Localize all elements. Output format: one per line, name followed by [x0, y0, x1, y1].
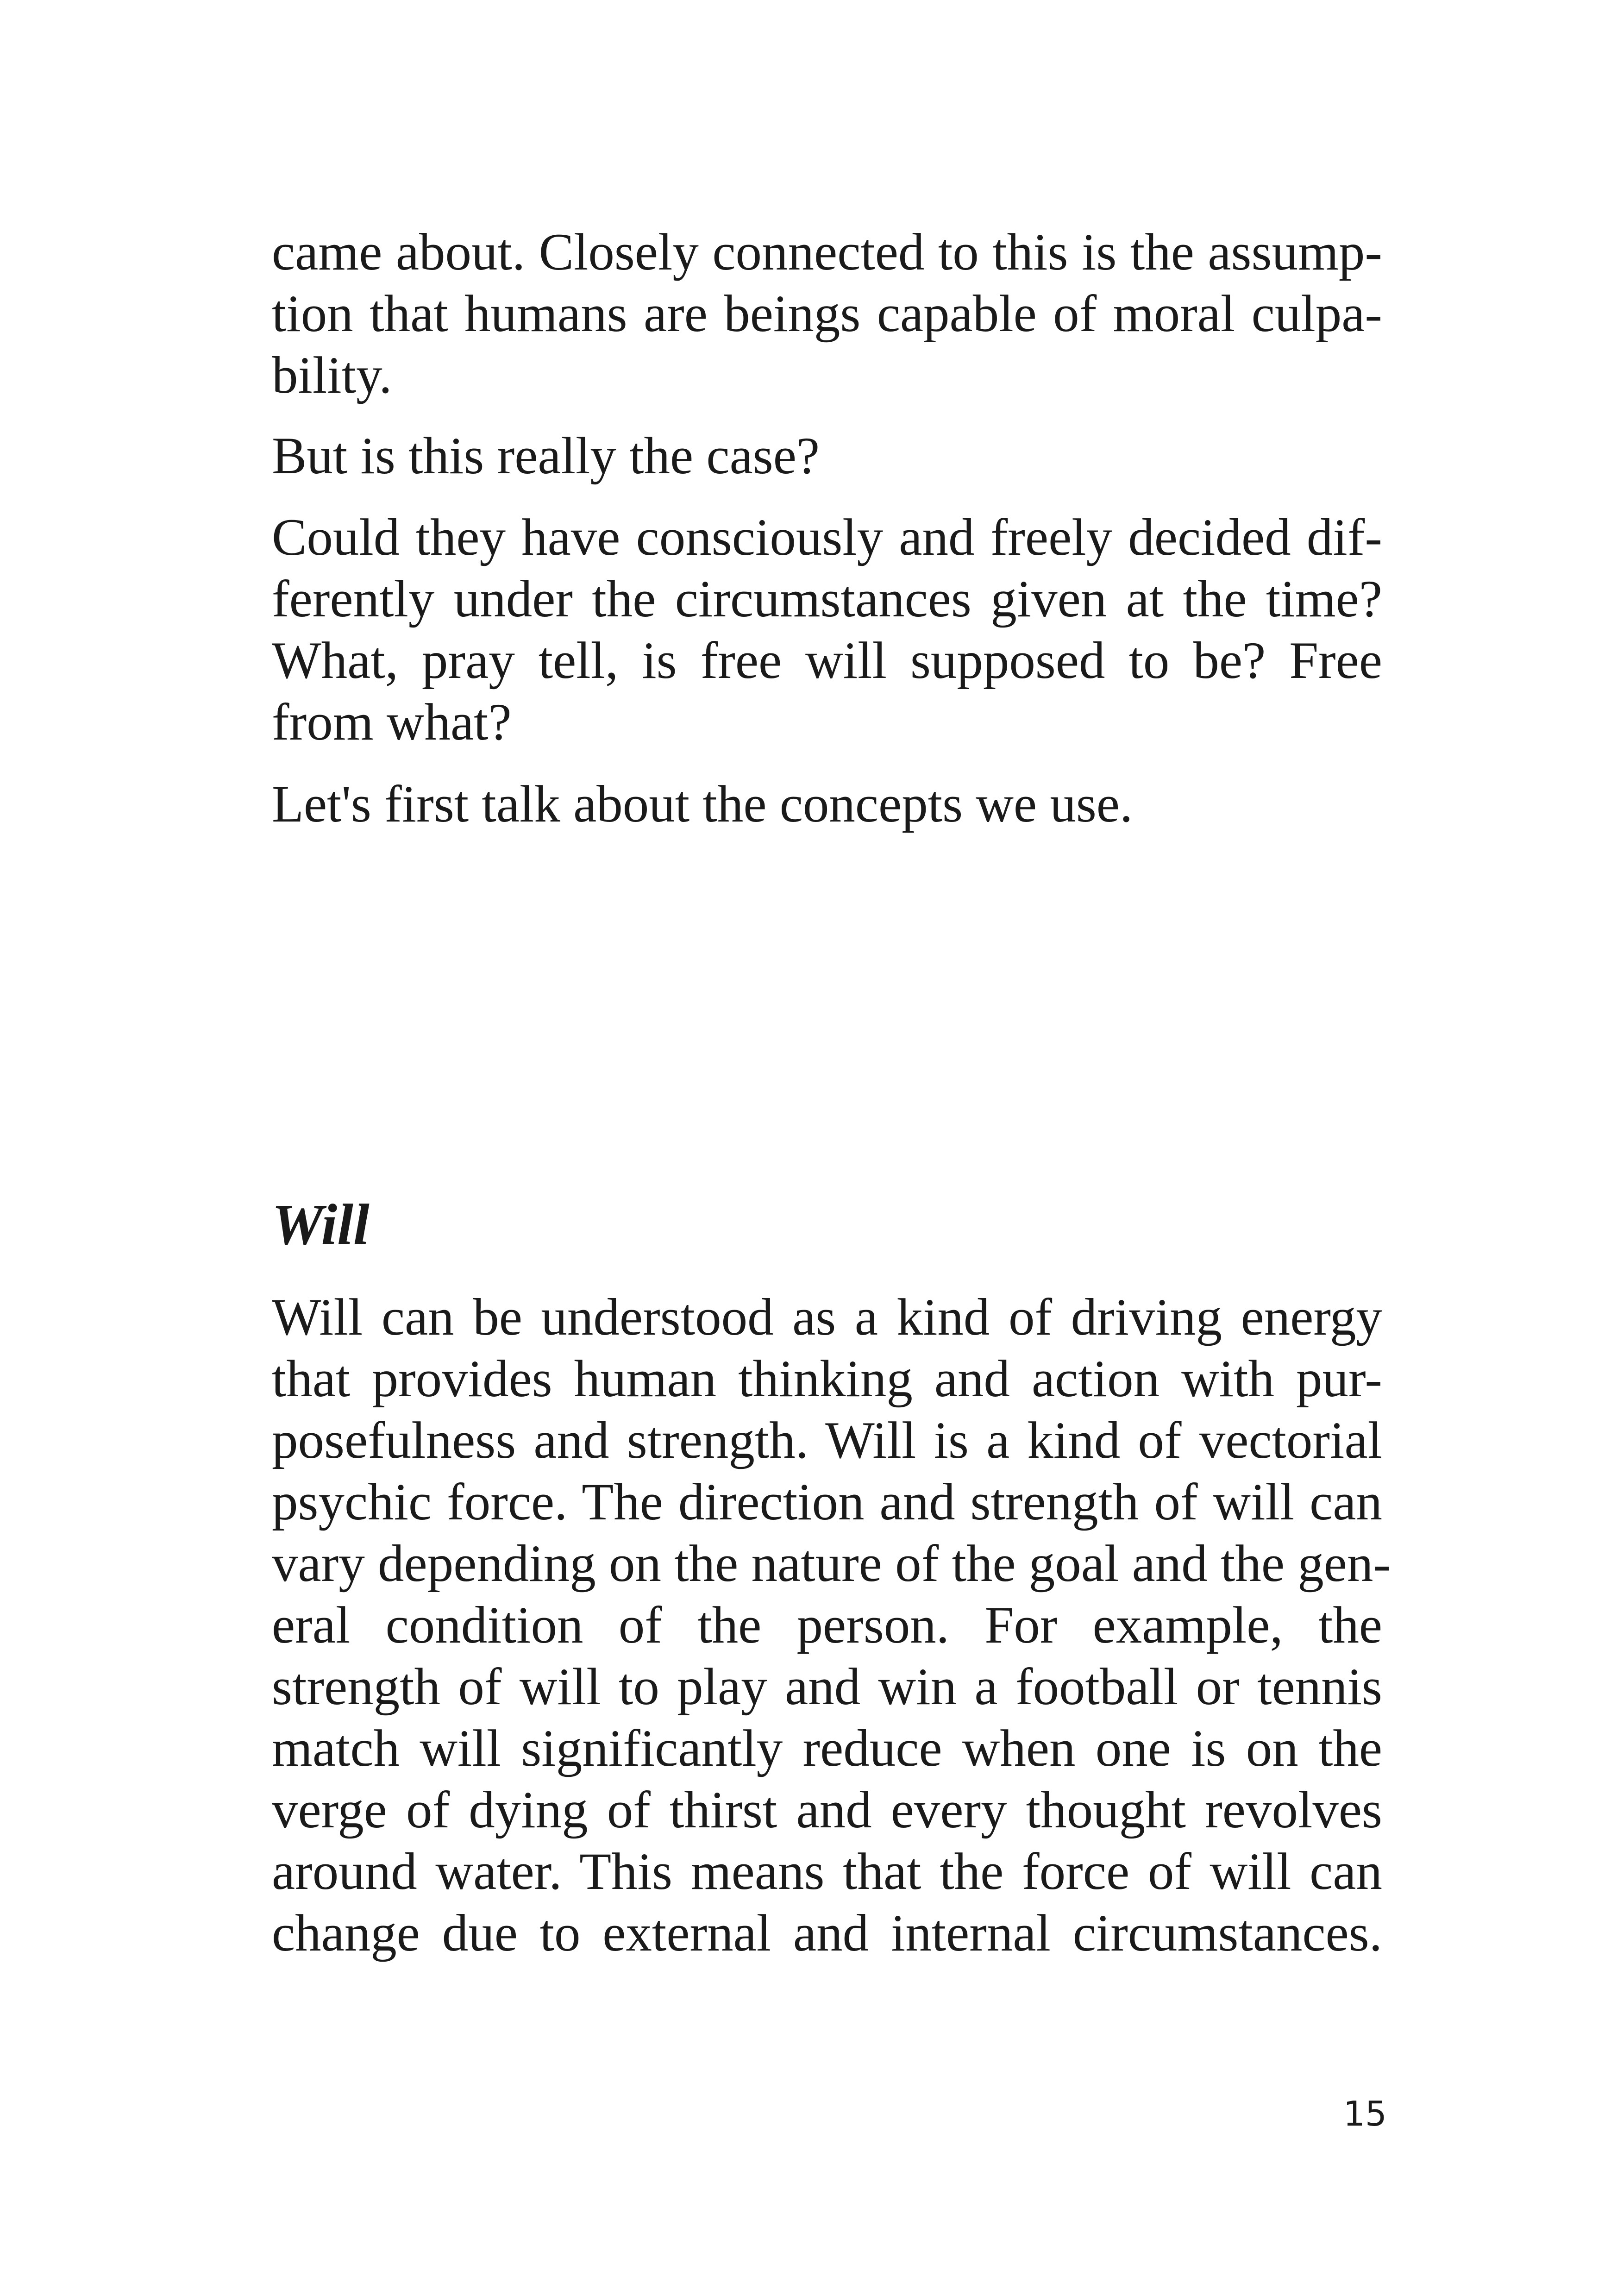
text-line: psychic force. The direction and strength of will can: [272, 1473, 1382, 1531]
text-line: vary depending on the nature of the goal and the gen-: [272, 1535, 1391, 1593]
text-line: change due to external and internal circumstances.: [272, 1904, 1382, 1962]
section-heading: Will: [272, 1193, 370, 1257]
text-line: strength of will to play and win a football or tennis: [272, 1658, 1382, 1716]
text-line: Will can be understood as a kind of driving energy: [272, 1288, 1382, 1346]
text-line: Could they have consciously and freely decided dif-: [272, 508, 1382, 566]
paragraph-3: [272, 507, 1382, 753]
text-line: tion that humans are beings capable of moral culpa-: [272, 285, 1382, 343]
text-line: from what?: [272, 693, 512, 751]
text-line: Let's first talk about the concepts we use.: [272, 775, 1133, 833]
page-number: 15: [1343, 2094, 1387, 2134]
text-line: around water. This means that the force of will can: [272, 1843, 1382, 1901]
text-line: that provides human thinking and action with pur-: [272, 1350, 1382, 1408]
paragraph-2: [272, 425, 1382, 487]
text-line: came about. Closely connected to this is the assump-: [272, 223, 1382, 281]
text-line: ferently under the circumstances given at the time?: [272, 570, 1382, 628]
text-line: match will significantly reduce when one is on the: [272, 1719, 1382, 1777]
text-line: But is this really the case?: [272, 427, 820, 485]
paragraph-4: [272, 773, 1382, 835]
section-body: [272, 1286, 1391, 1964]
text-line: eral condition of the person. For example, the: [272, 1596, 1382, 1654]
paragraph-1: [272, 221, 1382, 406]
text-line: verge of dying of thirst and every thought revolves: [272, 1781, 1382, 1839]
text-line: posefulness and strength. Will is a kind of vectorial: [272, 1411, 1382, 1469]
text-line: bility.: [272, 346, 392, 404]
text-line: What, pray tell, is free will supposed to be? Free: [272, 632, 1382, 690]
